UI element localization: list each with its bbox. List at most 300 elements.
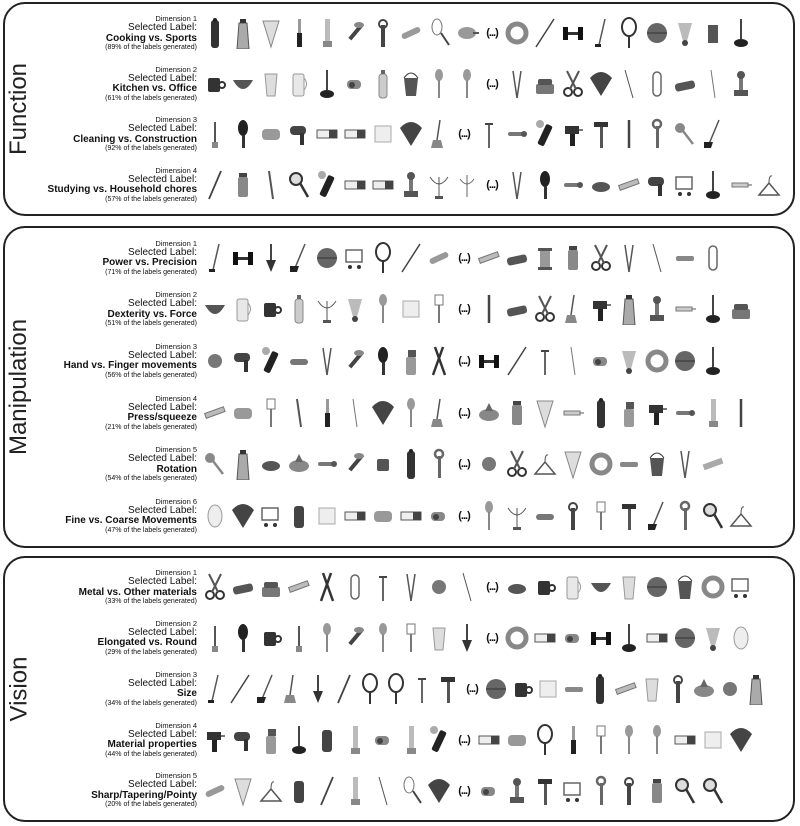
shovel-icon bbox=[305, 670, 331, 708]
grater-icon bbox=[743, 670, 769, 708]
hair-dryer-icon bbox=[643, 166, 671, 204]
golf-club-icon bbox=[201, 670, 227, 708]
syringe-icon bbox=[559, 394, 587, 432]
tissue-icon bbox=[535, 670, 561, 708]
syringe-icon bbox=[671, 290, 699, 328]
dimension-label bbox=[37, 569, 201, 605]
hole-punch-icon bbox=[531, 65, 559, 103]
dimension-number: Dimension 1 bbox=[155, 14, 197, 24]
pencil-sharpener-icon bbox=[369, 445, 397, 483]
lighter-icon bbox=[643, 772, 671, 810]
knife-icon bbox=[559, 721, 587, 759]
cup-icon bbox=[257, 619, 285, 657]
dimension-label bbox=[37, 15, 201, 51]
dimension-number: Dimension 6 bbox=[155, 497, 197, 507]
drill-bit-icon bbox=[615, 115, 643, 153]
tennis-racket-icon bbox=[369, 239, 397, 277]
spray-bottle-icon bbox=[615, 394, 643, 432]
dimension-label bbox=[37, 772, 201, 808]
peeler-icon bbox=[341, 445, 369, 483]
dimension-label bbox=[37, 722, 201, 758]
shopping-cart-icon bbox=[341, 239, 369, 277]
mouse-icon bbox=[727, 619, 755, 657]
jug-icon bbox=[285, 65, 313, 103]
tennis-racket-icon bbox=[531, 721, 559, 759]
dimension-label bbox=[37, 116, 201, 152]
pastry-bag-icon bbox=[559, 445, 587, 483]
ellipsis-separator: (...) bbox=[458, 733, 470, 746]
label-percentage: (34% of the labels generated) bbox=[105, 699, 197, 707]
broom-icon bbox=[279, 670, 305, 708]
hammer-icon bbox=[435, 670, 461, 708]
sponge-icon bbox=[503, 721, 531, 759]
hand-blender-icon bbox=[313, 14, 341, 52]
dimension-number: Dimension 3 bbox=[155, 669, 197, 679]
spoon-icon bbox=[369, 290, 397, 328]
flashlight-icon bbox=[531, 115, 559, 153]
hanger-icon bbox=[257, 772, 285, 810]
label-percentage: (61% of the labels generated) bbox=[105, 94, 197, 102]
hand-fan-icon bbox=[369, 394, 397, 432]
whistle-icon bbox=[559, 619, 587, 657]
hairbrush-icon bbox=[229, 115, 257, 153]
menorah-icon bbox=[313, 290, 341, 328]
strainer-icon bbox=[453, 14, 481, 52]
dimension-row bbox=[37, 109, 789, 160]
shopping-cart-icon bbox=[257, 497, 285, 535]
golf-club-icon bbox=[201, 239, 229, 277]
shaver-icon bbox=[313, 721, 341, 759]
object-strip bbox=[201, 109, 789, 160]
shopping-cart-icon bbox=[671, 166, 699, 204]
fork-icon bbox=[257, 394, 285, 432]
object-strip bbox=[201, 490, 789, 542]
object-strip bbox=[201, 562, 789, 613]
pastry-bag-icon bbox=[531, 394, 559, 432]
toothpick-icon bbox=[699, 65, 727, 103]
pocket-knife-icon bbox=[531, 497, 559, 535]
tissue-icon bbox=[313, 497, 341, 535]
object-strip bbox=[201, 714, 789, 765]
bottle-opener-icon bbox=[615, 772, 643, 810]
shovel-icon bbox=[257, 239, 285, 277]
wrench-icon bbox=[425, 445, 453, 483]
selected-label-name: Dexterity vs. Force bbox=[107, 308, 197, 320]
dimension-row bbox=[37, 490, 789, 542]
nail-icon bbox=[369, 568, 397, 606]
shaver-icon bbox=[285, 497, 313, 535]
dimension-number: Dimension 2 bbox=[155, 64, 197, 74]
label-percentage: (21% of the labels generated) bbox=[105, 423, 197, 431]
dimension-label bbox=[37, 167, 201, 203]
object-strip bbox=[201, 284, 789, 336]
tweezers-icon bbox=[313, 342, 341, 380]
dimension-label bbox=[37, 446, 201, 482]
ellipsis-separator: (...) bbox=[486, 27, 498, 40]
eraser-icon bbox=[643, 619, 671, 657]
stapler-icon bbox=[503, 239, 531, 277]
basketball-icon bbox=[671, 619, 699, 657]
flashlight-icon bbox=[257, 342, 285, 380]
selected-label-caption: Selected Label: bbox=[128, 123, 197, 135]
label-percentage: (33% of the labels generated) bbox=[105, 598, 197, 606]
dimension-number: Dimension 5 bbox=[155, 445, 197, 455]
ellipsis-separator: (...) bbox=[486, 632, 498, 645]
tweezers-icon bbox=[671, 445, 699, 483]
plunger-icon bbox=[615, 619, 643, 657]
swim-ring-icon bbox=[503, 14, 531, 52]
water-bottle-icon bbox=[369, 65, 397, 103]
basketball-icon bbox=[643, 14, 671, 52]
section-function bbox=[3, 2, 795, 216]
dimension-row bbox=[37, 613, 789, 664]
flashlight-icon bbox=[425, 721, 453, 759]
spoon-icon bbox=[313, 619, 341, 657]
swim-ring-icon bbox=[643, 342, 671, 380]
ellipsis-separator: (...) bbox=[486, 178, 498, 191]
ruler-icon bbox=[201, 394, 229, 432]
rolling-pin-icon bbox=[397, 14, 425, 52]
swim-ring-icon bbox=[699, 568, 727, 606]
label-percentage: (20% of the labels generated) bbox=[105, 801, 197, 809]
selected-label-caption: Selected Label: bbox=[128, 504, 197, 516]
eraser-icon bbox=[341, 166, 369, 204]
menorah-icon bbox=[503, 497, 531, 535]
bottle-opener-icon bbox=[369, 14, 397, 52]
pepper-mill-icon bbox=[587, 394, 615, 432]
drill-icon bbox=[643, 394, 671, 432]
peeler-icon bbox=[341, 342, 369, 380]
nail-icon bbox=[409, 670, 435, 708]
magnifier-icon bbox=[671, 772, 699, 810]
dimension-row bbox=[37, 160, 789, 211]
rolling-pin-icon bbox=[201, 772, 229, 810]
lemon-squeezer-icon bbox=[691, 670, 717, 708]
fishing-rod-icon bbox=[227, 670, 253, 708]
selected-label-caption: Selected Label: bbox=[128, 626, 197, 638]
selected-label-caption: Selected Label: bbox=[128, 173, 197, 185]
fork-icon bbox=[397, 619, 425, 657]
pepper-mill-icon bbox=[201, 14, 229, 52]
pliers-icon bbox=[425, 342, 453, 380]
hand-blender-icon bbox=[341, 772, 369, 810]
object-strip bbox=[201, 613, 789, 664]
dimension-number: Dimension 4 bbox=[155, 393, 197, 403]
shaver-icon bbox=[285, 772, 313, 810]
spray-bottle-icon bbox=[397, 342, 425, 380]
needle-icon bbox=[453, 568, 481, 606]
menorah-icon bbox=[425, 166, 453, 204]
nail-clipper-icon bbox=[561, 670, 587, 708]
basketball-icon bbox=[643, 568, 671, 606]
tennis-racket-icon bbox=[357, 670, 383, 708]
shopping-cart-icon bbox=[559, 772, 587, 810]
shuttlecock-icon bbox=[699, 619, 727, 657]
object-strip bbox=[201, 8, 789, 59]
syringe-icon bbox=[727, 166, 755, 204]
ellipsis-separator: (...) bbox=[466, 682, 478, 695]
door-handle-icon bbox=[503, 115, 531, 153]
hairbrush-icon bbox=[369, 342, 397, 380]
hockey-puck-icon bbox=[257, 445, 285, 483]
bucket-icon bbox=[643, 445, 671, 483]
hammer-icon bbox=[615, 497, 643, 535]
ellipsis-separator: (...) bbox=[458, 251, 470, 264]
hammer-icon bbox=[587, 115, 615, 153]
selected-label-caption: Selected Label: bbox=[128, 22, 197, 34]
eraser-icon bbox=[397, 497, 425, 535]
object-strip bbox=[201, 335, 789, 387]
dimension-row bbox=[37, 765, 789, 816]
label-percentage: (92% of the labels generated) bbox=[105, 145, 197, 153]
whistle-icon bbox=[369, 721, 397, 759]
label-percentage: (47% of the labels generated) bbox=[105, 526, 197, 534]
object-strip bbox=[201, 664, 789, 715]
hairbrush-icon bbox=[229, 619, 257, 657]
object-strip bbox=[201, 160, 789, 211]
plunger-icon bbox=[699, 342, 727, 380]
hair-dryer-icon bbox=[229, 342, 257, 380]
hoe-icon bbox=[285, 239, 313, 277]
swim-ring-icon bbox=[587, 445, 615, 483]
nutcracker-icon bbox=[717, 670, 743, 708]
selected-label-name: Cooking vs. Sports bbox=[105, 32, 197, 44]
eraser-icon bbox=[531, 619, 559, 657]
grater-icon bbox=[615, 290, 643, 328]
spoon-icon bbox=[369, 619, 397, 657]
grater-icon bbox=[229, 445, 257, 483]
tissue-icon bbox=[369, 115, 397, 153]
lighter-icon bbox=[559, 239, 587, 277]
selected-label-caption: Selected Label: bbox=[128, 72, 197, 84]
brush-icon bbox=[201, 619, 229, 657]
hand-blender-icon bbox=[699, 394, 727, 432]
dimension-row bbox=[37, 232, 789, 284]
selected-label-name: Fine vs. Coarse Movements bbox=[65, 515, 197, 527]
spoon-icon bbox=[453, 65, 481, 103]
fork-icon bbox=[587, 721, 615, 759]
shopping-cart-icon bbox=[727, 568, 755, 606]
mouse-icon bbox=[201, 497, 229, 535]
pliers-icon bbox=[313, 568, 341, 606]
magnifier-icon bbox=[699, 497, 727, 535]
toothpick-icon bbox=[559, 342, 587, 380]
lighter-icon bbox=[503, 394, 531, 432]
pocket-knife-icon bbox=[285, 342, 313, 380]
ellipsis-separator: (...) bbox=[458, 458, 470, 471]
dimension-label bbox=[37, 240, 201, 276]
hoe-icon bbox=[643, 497, 671, 535]
selected-label-name: Cleaning vs. Construction bbox=[73, 133, 197, 145]
fishing-rod-icon bbox=[397, 239, 425, 277]
eraser-icon bbox=[671, 721, 699, 759]
dimension-row bbox=[37, 284, 789, 336]
broom-icon bbox=[559, 290, 587, 328]
basketball-icon bbox=[313, 239, 341, 277]
key-icon bbox=[671, 115, 699, 153]
dimension-row bbox=[37, 335, 789, 387]
label-percentage: (51% of the labels generated) bbox=[105, 320, 197, 328]
eraser-icon bbox=[475, 721, 503, 759]
hair-dryer-icon bbox=[285, 115, 313, 153]
ellipsis-separator: (...) bbox=[458, 128, 470, 141]
bowl-icon bbox=[229, 65, 257, 103]
dimension-label bbox=[37, 671, 201, 707]
hairbrush-icon bbox=[531, 166, 559, 204]
nail-icon bbox=[475, 115, 503, 153]
stapler-icon bbox=[671, 65, 699, 103]
selected-label-name: Elongated vs. Round bbox=[97, 637, 197, 649]
wrench-icon bbox=[671, 497, 699, 535]
dimension-row bbox=[37, 439, 789, 491]
spoon-icon bbox=[397, 394, 425, 432]
sponge-icon bbox=[369, 497, 397, 535]
pastry-bag-icon bbox=[257, 14, 285, 52]
bowl-icon bbox=[201, 290, 229, 328]
stapler-icon bbox=[229, 568, 257, 606]
dimension-label bbox=[37, 620, 201, 656]
whistle-icon bbox=[475, 772, 503, 810]
spoon-icon bbox=[615, 721, 643, 759]
eraser-icon bbox=[369, 166, 397, 204]
hanger-icon bbox=[727, 497, 755, 535]
whisk-icon bbox=[397, 772, 425, 810]
candelabra-icon bbox=[453, 166, 481, 204]
dimension-row bbox=[37, 714, 789, 765]
selected-label-name: Hand vs. Finger movements bbox=[63, 360, 197, 372]
spoon-icon bbox=[425, 65, 453, 103]
section-manipulation bbox=[3, 226, 795, 548]
sponge-icon bbox=[257, 115, 285, 153]
pastry-bag-icon bbox=[229, 772, 257, 810]
water-bottle-icon bbox=[285, 290, 313, 328]
tweezers-icon bbox=[397, 568, 425, 606]
glass-icon bbox=[639, 670, 665, 708]
dumbbell-icon bbox=[559, 14, 587, 52]
selected-label-caption: Selected Label: bbox=[128, 298, 197, 310]
plunger-icon bbox=[313, 65, 341, 103]
selected-label-caption: Selected Label: bbox=[128, 677, 197, 689]
label-percentage: (71% of the labels generated) bbox=[105, 268, 197, 276]
needle-icon bbox=[615, 65, 643, 103]
hand-blender-icon bbox=[341, 721, 369, 759]
thread-spool-icon bbox=[531, 239, 559, 277]
object-strip bbox=[201, 387, 789, 439]
broom-icon bbox=[425, 394, 453, 432]
jug-icon bbox=[559, 568, 587, 606]
pen-icon bbox=[201, 166, 229, 204]
stamp-icon bbox=[727, 65, 755, 103]
section-vision bbox=[3, 556, 795, 822]
hockey-puck-icon bbox=[503, 568, 531, 606]
dimension-label bbox=[37, 395, 201, 431]
eraser-icon bbox=[313, 115, 341, 153]
stapler-icon bbox=[503, 290, 531, 328]
glass-icon bbox=[257, 65, 285, 103]
broom-icon bbox=[425, 115, 453, 153]
hand-blender-icon bbox=[397, 721, 425, 759]
toothpick-icon bbox=[341, 394, 369, 432]
hanger-icon bbox=[531, 445, 559, 483]
selected-label-name: Sharp/Tapering/Pointy bbox=[91, 789, 197, 801]
nutcracker-icon bbox=[201, 342, 229, 380]
cup-icon bbox=[509, 670, 535, 708]
selected-label-name: Metal vs. Other materials bbox=[78, 586, 197, 598]
dimension-label bbox=[37, 343, 201, 379]
label-percentage: (89% of the labels generated) bbox=[105, 44, 197, 52]
bowl-icon bbox=[587, 568, 615, 606]
hoe-icon bbox=[253, 670, 279, 708]
label-percentage: (57% of the labels generated) bbox=[105, 195, 197, 203]
shuttlecock-icon bbox=[341, 290, 369, 328]
section-title: Vision bbox=[5, 656, 32, 722]
hoe-icon bbox=[699, 115, 727, 153]
object-strip bbox=[201, 439, 789, 491]
scissors-icon bbox=[503, 445, 531, 483]
drill-icon bbox=[201, 721, 229, 759]
lemon-squeezer-icon bbox=[285, 445, 313, 483]
spray-bottle-icon bbox=[257, 721, 285, 759]
dimension-label bbox=[37, 66, 201, 102]
peeler-icon bbox=[341, 619, 369, 657]
whistle-icon bbox=[587, 342, 615, 380]
selected-label-name: Studying vs. Household chores bbox=[47, 184, 197, 196]
whistle-icon bbox=[425, 497, 453, 535]
selected-label-caption: Selected Label: bbox=[128, 401, 197, 413]
fishing-rod-icon bbox=[503, 342, 531, 380]
knife-icon bbox=[285, 14, 313, 52]
ellipsis-separator: (...) bbox=[458, 510, 470, 523]
fishing-rod-icon bbox=[531, 14, 559, 52]
selected-label-name: Material properties bbox=[107, 739, 197, 751]
clothespin-icon bbox=[699, 445, 727, 483]
selected-label-name: Kitchen vs. Office bbox=[112, 83, 197, 95]
drill-bit-icon bbox=[475, 290, 503, 328]
selected-label-caption: Selected Label: bbox=[128, 246, 197, 258]
bottle-opener-icon bbox=[665, 670, 691, 708]
shuttlecock-icon bbox=[671, 14, 699, 52]
stamp-icon bbox=[643, 290, 671, 328]
hand-fan-icon bbox=[229, 497, 257, 535]
hole-punch-icon bbox=[727, 290, 755, 328]
drill-icon bbox=[559, 115, 587, 153]
hole-punch-icon bbox=[257, 568, 285, 606]
selected-label-name: Size bbox=[176, 688, 197, 700]
nail-clipper-icon bbox=[615, 445, 643, 483]
dumbbell-icon bbox=[475, 342, 503, 380]
hand-fan-icon bbox=[397, 115, 425, 153]
jug-icon bbox=[229, 290, 257, 328]
dimension-number: Dimension 2 bbox=[155, 619, 197, 629]
dimension-number: Dimension 5 bbox=[155, 771, 197, 781]
wrench-icon bbox=[643, 115, 671, 153]
needle-icon bbox=[643, 239, 671, 277]
dimension-row bbox=[37, 8, 789, 59]
nutcracker-icon bbox=[425, 568, 453, 606]
object-strip bbox=[201, 59, 789, 110]
sunflower-seeds-icon bbox=[699, 14, 727, 52]
pepper-mill-icon bbox=[587, 670, 613, 708]
door-handle-icon bbox=[313, 445, 341, 483]
glass-icon bbox=[615, 568, 643, 606]
basketball-icon bbox=[671, 342, 699, 380]
selected-label-caption: Selected Label: bbox=[128, 349, 197, 361]
selected-label-name: Power vs. Precision bbox=[102, 257, 197, 269]
brush-icon bbox=[201, 115, 229, 153]
scissors-icon bbox=[559, 65, 587, 103]
paperclip-icon bbox=[699, 239, 727, 277]
plunger-icon bbox=[727, 14, 755, 52]
